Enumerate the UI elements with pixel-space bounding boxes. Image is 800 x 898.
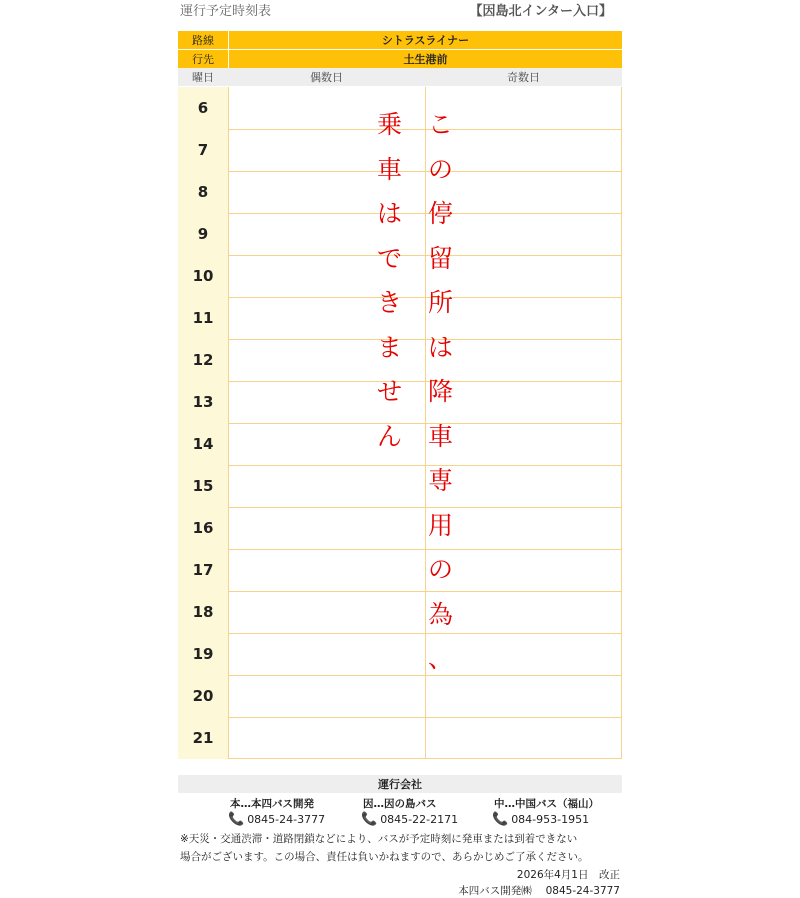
hour-cell: 15 bbox=[192, 477, 214, 495]
notice-char: き bbox=[377, 288, 403, 317]
notice-char: の bbox=[428, 555, 454, 584]
phone-icon: 📞 bbox=[361, 812, 378, 827]
hour-cell: 11 bbox=[192, 309, 214, 327]
operator-phone bbox=[228, 812, 325, 827]
route-label: 路線 bbox=[178, 31, 229, 49]
revision-date: 2026年4月1日 改正 bbox=[516, 869, 620, 881]
notice-char: 乗 bbox=[377, 110, 403, 139]
hour-cell: 14 bbox=[192, 435, 214, 453]
hour-cell: 21 bbox=[192, 729, 214, 747]
phone-icon: 📞 bbox=[228, 812, 245, 827]
grid-divider bbox=[425, 87, 426, 759]
phone-number: 084-953-1951 bbox=[511, 813, 590, 826]
day-row bbox=[178, 68, 622, 86]
hour-cell: 9 bbox=[197, 225, 209, 243]
notice-char: こ bbox=[428, 110, 454, 139]
notice-char: 為 bbox=[428, 599, 454, 629]
notice-char: ま bbox=[377, 332, 403, 362]
notice-line-left bbox=[377, 103, 402, 459]
hour-cell: 16 bbox=[192, 519, 214, 537]
hour-cell: 10 bbox=[192, 267, 214, 285]
notice-line-right bbox=[428, 103, 453, 682]
grid-divider bbox=[621, 87, 622, 759]
notice-char: は bbox=[377, 199, 403, 228]
hour-cell: 7 bbox=[197, 141, 209, 159]
notice-char: 車 bbox=[377, 154, 403, 184]
notice-char: の bbox=[428, 154, 454, 184]
destination-value: 土生港前 bbox=[403, 53, 448, 66]
route-row bbox=[178, 31, 622, 49]
hour-cell: 17 bbox=[192, 561, 214, 579]
even-day-header: 偶数日 bbox=[310, 71, 343, 84]
notice-char: ん bbox=[377, 421, 403, 451]
page-title: 運行予定時刻表 bbox=[180, 4, 272, 19]
route-value: シトラスライナー bbox=[381, 34, 470, 47]
publisher-line: 本四バス開発㈱ 0845-24-3777 bbox=[458, 885, 620, 897]
destination-row bbox=[178, 49, 622, 68]
phone-number: 0845-24-3777 bbox=[247, 813, 326, 826]
destination-label: 行先 bbox=[178, 50, 229, 68]
disclaimer-line: 場合がございます。この場合、責任は負いかねますので、あらかじめご了承ください。 bbox=[180, 851, 589, 863]
notice-char: 車 bbox=[428, 421, 454, 451]
operator-heading: 運行会社 bbox=[178, 775, 622, 793]
hour-cell: 12 bbox=[192, 351, 214, 369]
operator-name: 本…本四バス開発 bbox=[230, 798, 314, 810]
operator-name: 因…因の島バス bbox=[363, 798, 437, 810]
operator-phone bbox=[361, 812, 458, 827]
notice-char: 専 bbox=[428, 466, 454, 495]
notice-char: 所 bbox=[428, 288, 454, 317]
operator-phone bbox=[492, 812, 589, 827]
stop-name: 【因島北インター入口】 bbox=[469, 4, 612, 19]
day-label: 曜日 bbox=[192, 71, 214, 84]
hour-cell: 6 bbox=[197, 99, 209, 117]
notice-char: で bbox=[377, 243, 403, 273]
grid-divider bbox=[228, 87, 229, 759]
phone-number: 0845-22-2171 bbox=[380, 813, 459, 826]
notice-char: せ bbox=[377, 377, 403, 406]
notice-char: 停 bbox=[428, 199, 454, 228]
disclaimer-line: ※天災・交通渋滞・道路閉鎖などにより、バスが予定時刻に発車または到着できない bbox=[180, 833, 578, 845]
hour-cell: 19 bbox=[192, 645, 214, 663]
operator-name: 中…中国バス（福山） bbox=[494, 798, 599, 810]
hour-cell: 8 bbox=[197, 183, 209, 201]
hour-column bbox=[178, 87, 228, 759]
hour-cell: 18 bbox=[192, 603, 214, 621]
notice-char: 留 bbox=[428, 243, 454, 273]
notice-char: は bbox=[428, 332, 454, 362]
notice-char: 降 bbox=[428, 377, 454, 406]
notice-char: 、 bbox=[428, 644, 454, 673]
hour-cell: 20 bbox=[192, 687, 214, 705]
notice-char: 用 bbox=[428, 510, 454, 540]
odd-day-header: 奇数日 bbox=[507, 71, 540, 84]
phone-icon: 📞 bbox=[492, 812, 509, 827]
timetable-header bbox=[178, 31, 622, 86]
hour-cell: 13 bbox=[192, 393, 214, 411]
